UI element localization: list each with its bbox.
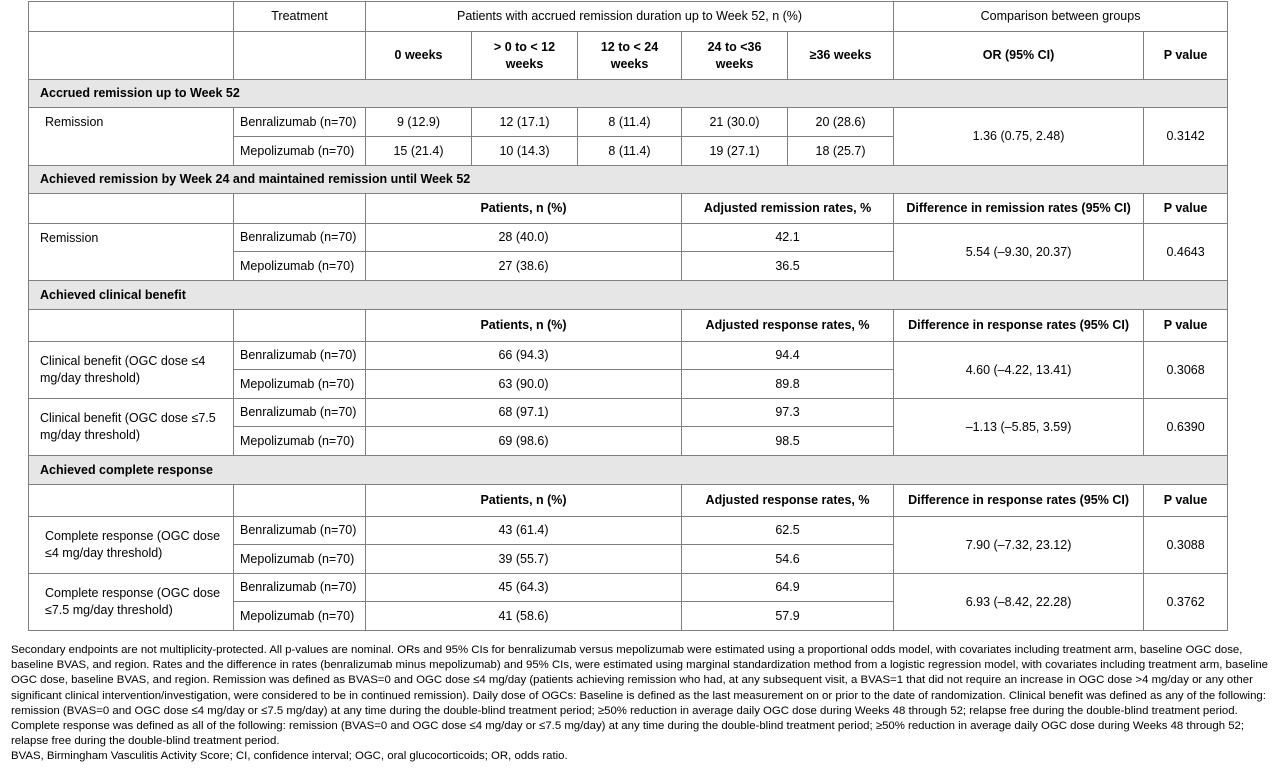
cell-patients: 28 (40.0) — [366, 224, 682, 252]
cell-patients: 63 (90.0) — [366, 370, 682, 399]
treatment-mepolizumab: Mepolizumab (n=70) — [234, 602, 366, 631]
header-blank — [234, 485, 366, 517]
footnote — [11, 643, 1273, 765]
header-12-24-weeks: 12 to < 24 weeks — [578, 32, 682, 80]
cell-pvalue: 0.3762 — [1144, 574, 1228, 631]
header-or: OR (95% CI) — [894, 32, 1144, 80]
header-patients: Patients, n (%) — [366, 310, 682, 342]
cell-difference: –1.13 (–5.85, 3.59) — [894, 399, 1144, 456]
footnote-definitions: Secondary endpoints are not multiplicity-protected. All p-values are nominal. ORs and 95% CIs for benralizumab versus mepolizumab were estimated using a proportional odds model, with covariates including treatment arm, baseline OGC dose, baseline BVAS, and region. Rates and the difference in rates (benralizumab minus mepolizumab) and 95% CIs, were estimated using marginal standardization method from a logistic regression model, with covariates including treatment arm, baseline OGC dose, baseline BVAS, and region. Remission was defined as BVAS=0 and OGC dose ≤4 mg/day (patients achieving remission who had, at any subsequent visit, a BVAS=1 that did not require an increase in OGC dose >4 mg/day or any other significant clinical intervention/investigation, were considered to be in continued remission). Daily dose of OGCs: Baseline is defined as the last measurement on or prior to the date of randomization. Clinical benefit was defined as any of the following: remission (BVAS=0 and OGC dose ≤4 mg/day or ≤7.5 mg/day) at any time during the double-blind treatment period; ≥50% reduction in average daily OGC dose during Weeks 48 through 52; relapse free during the double-blind treatment period. Complete response was defined as all of the following: remission (BVAS=0 and OGC dose ≤4 mg/day or ≤7.5 mg/day) at any time during the double-blind treatment period; ≥50% reduction in average daily OGC dose during Weeks 48 through 52; relapse free during the double-blind treatment period. — [11, 644, 1268, 748]
header-blank — [234, 194, 366, 224]
cell-difference: 4.60 (–4.22, 13.41) — [894, 342, 1144, 399]
header-difference: Difference in response rates (95% CI) — [894, 485, 1144, 517]
section-clinical-benefit: Achieved clinical benefit — [29, 281, 1228, 310]
header-difference: Difference in remission rates (95% CI) — [894, 194, 1144, 224]
header-36-weeks: ≥36 weeks — [788, 32, 894, 80]
header-blank — [29, 2, 234, 32]
cell-rate: 42.1 — [682, 224, 894, 252]
cell-value: 15 (21.4) — [366, 137, 472, 166]
header-pvalue: P value — [1144, 485, 1228, 517]
header-0-weeks: 0 weeks — [366, 32, 472, 80]
header-blank — [29, 485, 234, 517]
cell-difference: 5.54 (–9.30, 20.37) — [894, 224, 1144, 281]
cell-difference: 7.90 (–7.32, 23.12) — [894, 517, 1144, 574]
cell-value: 8 (11.4) — [578, 108, 682, 137]
cell-or: 1.36 (0.75, 2.48) — [894, 108, 1144, 166]
cell-rate: 62.5 — [682, 517, 894, 545]
cell-value: 20 (28.6) — [788, 108, 894, 137]
cell-rate: 36.5 — [682, 252, 894, 281]
header-blank — [234, 32, 366, 80]
header-blank — [29, 32, 234, 80]
cell-patients: 39 (55.7) — [366, 545, 682, 574]
cell-rate: 98.5 — [682, 427, 894, 456]
cell-pvalue: 0.3068 — [1144, 342, 1228, 399]
header-comparison-group: Comparison between groups — [894, 2, 1228, 32]
row-label-complete-response-4: Complete response (OGC dose ≤4 mg/day threshold) — [29, 517, 234, 574]
header-pvalue: P value — [1144, 194, 1228, 224]
cell-value: 10 (14.3) — [472, 137, 578, 166]
treatment-benralizumab: Benralizumab (n=70) — [234, 342, 366, 370]
cell-pvalue: 0.4643 — [1144, 224, 1228, 281]
row-label-clinical-benefit-4: Clinical benefit (OGC dose ≤4 mg/day threshold) — [29, 342, 234, 399]
row-label-clinical-benefit-7-5: Clinical benefit (OGC dose ≤7.5 mg/day threshold) — [29, 399, 234, 456]
cell-value: 19 (27.1) — [682, 137, 788, 166]
treatment-benralizumab: Benralizumab (n=70) — [234, 108, 366, 137]
cell-rate: 97.3 — [682, 399, 894, 427]
header-treatment: Treatment — [234, 2, 366, 32]
cell-value: 9 (12.9) — [366, 108, 472, 137]
cell-patients: 45 (64.3) — [366, 574, 682, 602]
cell-patients: 68 (97.1) — [366, 399, 682, 427]
header-pvalue: P value — [1144, 310, 1228, 342]
header-patients: Patients, n (%) — [366, 485, 682, 517]
footnote-abbreviations: BVAS, Birmingham Vasculitis Activity Score; CI, confidence interval; OGC, oral glucocorticoids; OR, odds ratio. — [11, 750, 568, 763]
header-blank — [29, 310, 234, 342]
treatment-mepolizumab: Mepolizumab (n=70) — [234, 545, 366, 574]
header-blank — [234, 310, 366, 342]
cell-patients: 69 (98.6) — [366, 427, 682, 456]
cell-value: 21 (30.0) — [682, 108, 788, 137]
cell-value: 18 (25.7) — [788, 137, 894, 166]
cell-rate: 57.9 — [682, 602, 894, 631]
cell-rate: 64.9 — [682, 574, 894, 602]
cell-patients: 27 (38.6) — [366, 252, 682, 281]
section-complete-response: Achieved complete response — [29, 456, 1228, 485]
row-label-remission: Remission — [29, 224, 234, 281]
treatment-mepolizumab: Mepolizumab (n=70) — [234, 137, 366, 166]
cell-difference: 6.93 (–8.42, 22.28) — [894, 574, 1144, 631]
results-table — [28, 1, 1228, 631]
treatment-mepolizumab: Mepolizumab (n=70) — [234, 370, 366, 399]
header-0-12-weeks: > 0 to < 12 weeks — [472, 32, 578, 80]
header-pvalue: P value — [1144, 32, 1228, 80]
cell-patients: 66 (94.3) — [366, 342, 682, 370]
cell-patients: 41 (58.6) — [366, 602, 682, 631]
header-patients: Patients, n (%) — [366, 194, 682, 224]
header-adjusted-rates: Adjusted response rates, % — [682, 310, 894, 342]
cell-pvalue: 0.6390 — [1144, 399, 1228, 456]
header-adjusted-rates: Adjusted remission rates, % — [682, 194, 894, 224]
cell-rate: 54.6 — [682, 545, 894, 574]
header-accrued-group: Patients with accrued remission duration up to Week 52, n (%) — [366, 2, 894, 32]
cell-pvalue: 0.3088 — [1144, 517, 1228, 574]
cell-rate: 94.4 — [682, 342, 894, 370]
treatment-benralizumab: Benralizumab (n=70) — [234, 517, 366, 545]
header-adjusted-rates: Adjusted response rates, % — [682, 485, 894, 517]
treatment-benralizumab: Benralizumab (n=70) — [234, 224, 366, 252]
row-label-remission: Remission — [29, 108, 234, 166]
cell-patients: 43 (61.4) — [366, 517, 682, 545]
treatment-benralizumab: Benralizumab (n=70) — [234, 574, 366, 602]
treatment-benralizumab: Benralizumab (n=70) — [234, 399, 366, 427]
cell-pvalue: 0.3142 — [1144, 108, 1228, 166]
treatment-mepolizumab: Mepolizumab (n=70) — [234, 252, 366, 281]
cell-rate: 89.8 — [682, 370, 894, 399]
header-24-36-weeks: 24 to <36 weeks — [682, 32, 788, 80]
treatment-mepolizumab: Mepolizumab (n=70) — [234, 427, 366, 456]
header-difference: Difference in response rates (95% CI) — [894, 310, 1144, 342]
section-maintained-remission: Achieved remission by Week 24 and maintained remission until Week 52 — [29, 166, 1228, 194]
header-blank — [29, 194, 234, 224]
section-accrued-remission: Accrued remission up to Week 52 — [29, 80, 1228, 108]
cell-value: 12 (17.1) — [472, 108, 578, 137]
cell-value: 8 (11.4) — [578, 137, 682, 166]
row-label-complete-response-7-5: Complete response (OGC dose ≤7.5 mg/day threshold) — [29, 574, 234, 631]
